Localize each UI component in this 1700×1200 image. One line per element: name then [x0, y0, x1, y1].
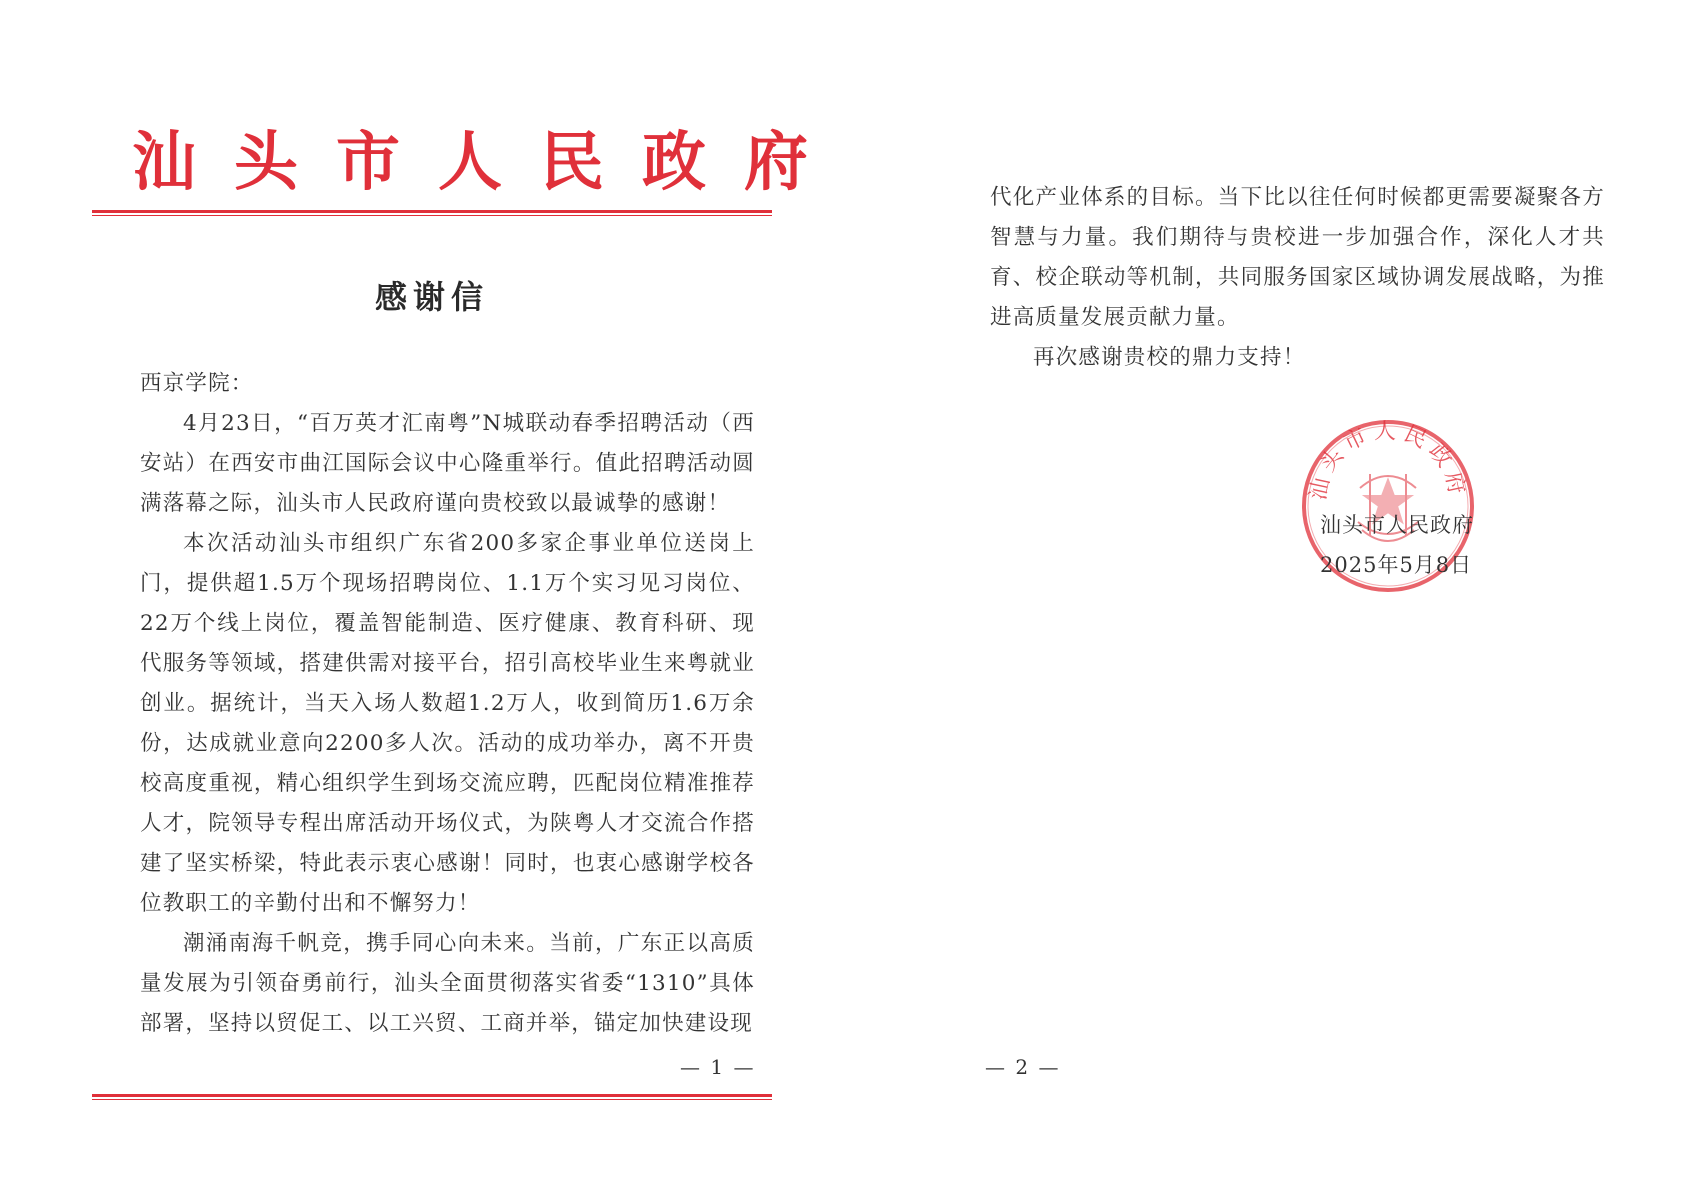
page-number-1: — 1 — — [680, 1055, 756, 1079]
footer-rule — [92, 1094, 772, 1097]
masthead-rule — [92, 210, 772, 213]
paragraph-continued: 代化产业体系的目标。当下比以往任何时候都更需要凝聚各方智慧与力量。我们期待与贵校进一步加强合作，深化人才共育、校企联动等机制，共同服务国家区域协调发展战略，为推进高质量发展贡献力量。 — [990, 185, 1605, 330]
paragraph-2: 本次活动汕头市组织广东省200多家企事业单位送岗上门，提供超1.5万个现场招聘岗位、1.1万个实习见习岗位、22万个线上岗位，覆盖智能制造、医疗健康、教育科研、现代服务等领域，搭建供需对接平台，招引高校毕业生来粤就业创业。据统计，当天入场人数超1.2万人，收到简历1.6万余份，达成就业意向2200多人次。活动的成功举办，离不开贵校高度重视，精心组织学生到场交流应聘，匹配岗位精准推荐人才，院领导专程出席活动开场仪式，为陕粤人才交流合作搭建了坚实桥梁，特此表示衷心感谢！同时，也衷心感谢学校各位教职工的辛勤付出和不懈努力！ — [140, 531, 755, 916]
page-number-2: — 2 — — [985, 1055, 1061, 1079]
letter-title: 感谢信 — [374, 278, 489, 316]
salutation: 西京学院： — [140, 371, 254, 396]
signature-date: 2025年5月8日 — [1320, 553, 1473, 577]
footer-rule-thin — [92, 1099, 772, 1100]
seal-text: 汕头市人民政府 — [1305, 419, 1471, 503]
signature-organization: 汕头市人民政府 — [1320, 513, 1474, 537]
signature-block — [1320, 505, 1474, 585]
paragraph-1: 4月23日，“百万英才汇南粤”N城联动春季招聘活动（西安站）在西安市曲江国际会议中心隆重举行。值此招聘活动圆满落幕之际，汕头市人民政府谨向贵校致以最诚挚的感谢！ — [140, 411, 755, 516]
letter-body — [140, 364, 755, 1044]
letter-body-continued — [990, 178, 1605, 378]
closing-line: 再次感谢贵校的鼎力支持！ — [1033, 345, 1306, 370]
masthead-title: 汕头市人民政府 — [132, 125, 846, 200]
masthead-rule-thin — [92, 215, 772, 216]
paragraph-3: 潮涌南海千帆竞，携手同心向未来。当前，广东正以高质量发展为引领奋勇前行，汕头全面贯彻落实省委“1310”具体部署，坚持以贸促工、以工兴贸、工商并举，锚定加快建设现 — [140, 931, 755, 1036]
